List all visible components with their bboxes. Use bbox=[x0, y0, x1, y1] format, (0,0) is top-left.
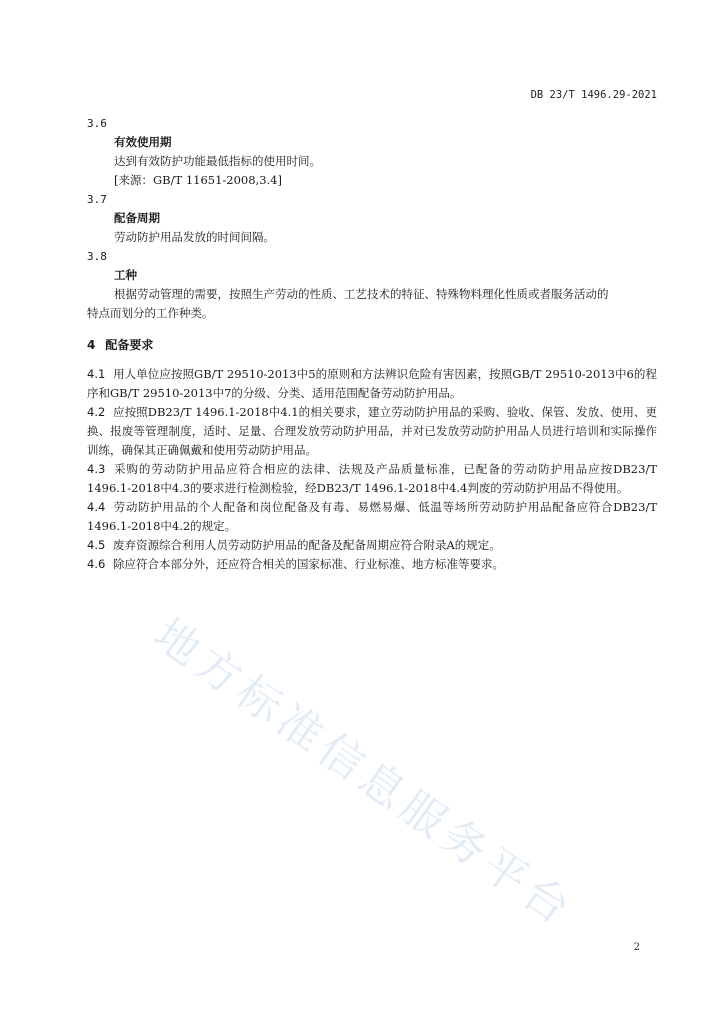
clause-number: 4.4 bbox=[87, 500, 106, 514]
section-heading bbox=[87, 336, 657, 353]
term-entry bbox=[87, 114, 657, 190]
document-code-header: DB 23/T 1496.29-2021 bbox=[530, 89, 657, 101]
section-number: 4 bbox=[87, 338, 96, 352]
term-title: 有效使用期 bbox=[114, 135, 172, 149]
document-body bbox=[87, 114, 657, 574]
clause-number: 4.1 bbox=[87, 367, 106, 381]
clause-number: 4.5 bbox=[87, 538, 106, 552]
term-number: 3.7 bbox=[87, 193, 107, 206]
term-entry bbox=[87, 190, 657, 247]
clause-number: 4.2 bbox=[87, 405, 106, 419]
clause-text: 采购的劳动防护用品应符合相应的法律、法规及产品质量标准，已配备的劳动防护用品应按DB23/T 1496.1-2018中4.3的要求进行检测检验，经DB23/T 1496.1-2018中4.4判废的劳动防护用品不得使用。 bbox=[87, 462, 657, 495]
clause bbox=[87, 555, 657, 574]
term-source: [来源：GB/T 11651-2008,3.4] bbox=[114, 173, 282, 187]
term-title: 配备周期 bbox=[114, 211, 160, 225]
clause-text: 用人单位应按照GB/T 29510-2013中5的原则和方法辨识危险有害因素，按照GB/T 29510-2013中6的程序和GB/T 29510-2013中7的分级、分类、适用范围配备劳动防护用品。 bbox=[87, 367, 657, 400]
clause-text: 废弃资源综合利用人员劳动防护用品的配备及配备周期应符合附录A的规定。 bbox=[113, 538, 501, 552]
clause-number: 4.6 bbox=[87, 557, 106, 571]
term-definition: 根据劳动管理的需要，按照生产劳动的性质、工艺技术的特征、特殊物料理化性质或者服务活动的 bbox=[114, 287, 609, 301]
clause bbox=[87, 536, 657, 555]
term-definition-continued: 特点而划分的工作种类。 bbox=[87, 306, 214, 320]
term-definition: 达到有效防护功能最低指标的使用时间。 bbox=[114, 154, 321, 168]
clause bbox=[87, 365, 657, 403]
clause bbox=[87, 498, 657, 536]
watermark: 地方标准信息服务平台 bbox=[144, 609, 584, 938]
section-title: 配备要求 bbox=[105, 338, 154, 352]
clause-number: 4.3 bbox=[87, 462, 106, 476]
term-definition: 劳动防护用品发放的时间间隔。 bbox=[114, 230, 275, 244]
clause bbox=[87, 403, 657, 460]
term-number: 3.8 bbox=[87, 250, 107, 263]
term-title: 工种 bbox=[114, 268, 137, 282]
term-entry bbox=[87, 247, 657, 323]
clause-text: 劳动防护用品的个人配备和岗位配备及有毒、易燃易爆、低温等场所劳动防护用品配备应符合DB23/T 1496.1-2018中4.2的规定。 bbox=[87, 500, 657, 533]
term-number: 3.6 bbox=[87, 117, 107, 130]
clause-text: 应按照DB23/T 1496.1-2018中4.1的相关要求，建立劳动防护用品的采购、验收、保管、发放、使用、更换、报废等管理制度，适时、足量、合理发放劳动防护用品，并对已发放劳动防护用品人员进行培训和实际操作训练，确保其正确佩戴和使用劳动防护用品。 bbox=[87, 405, 657, 457]
clause bbox=[87, 460, 657, 498]
clause-text: 除应符合本部分外，还应符合相关的国家标准、行业标准、地方标准等要求。 bbox=[113, 557, 504, 571]
page-number: 2 bbox=[633, 942, 640, 953]
